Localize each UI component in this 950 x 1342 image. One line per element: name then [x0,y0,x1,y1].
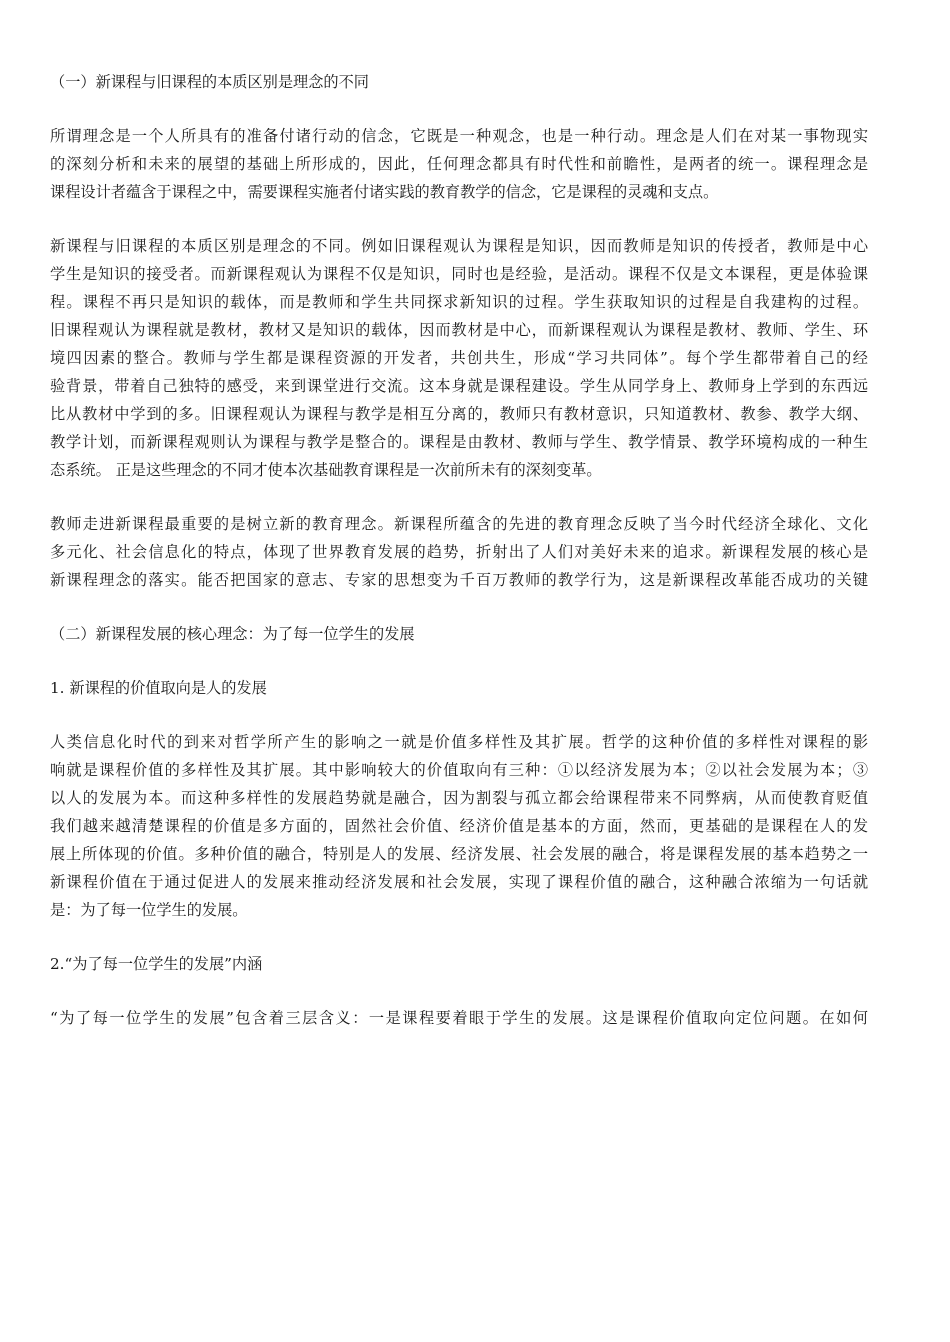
section-2-heading: （二）新课程发展的核心理念：为了每一位学生的发展 [50,625,415,643]
paragraph-old-vs-new [50,232,868,484]
text-line: 旧课程观认为课程就是教材，教材又是知识的载体，因而教材是中心，而新课程观认为课程是教材、教师、学生、环 [50,321,868,339]
subsection-1-heading: 1. 新课程的价值取向是人的发展 [50,679,267,697]
text-line: 验背景，带着自己独特的感受，来到课堂进行交流。这本身就是课程建设。学生从同学身上、教师身上学到的东西远 [50,377,868,395]
text-line: “为了每一位学生的发展”包含着三层含义：一是课程要着眼于学生的发展。这是课程价值取向定位问题。在如何 [50,1009,868,1027]
paragraph-meaning [50,1004,868,1032]
text-line: 新课程与旧课程的本质区别是理念的不同。例如旧课程观认为课程是知识，因而教师是知识的传授者，教师是中心 [50,237,868,255]
text-line: 人类信息化时代的到来对哲学所产生的影响之一就是价值多样性及其扩展。哲学的这种价值的多样性对课程的影 [50,733,868,751]
section-1-heading: （一）新课程与旧课程的本质区别是理念的不同 [50,73,369,91]
paragraph-theory-definition [50,122,868,206]
text-line: 新课程价值在于通过促进人的发展来推动经济发展和社会发展，实现了课程价值的融合，这种融合浓缩为一句话就 [50,873,868,891]
text-line: 的深刻分析和未来的展望的基础上所形成的，因此，任何理念都具有时代性和前瞻性，是两者的统一。课程理念是 [50,155,868,173]
text-line: 课程设计者蕴含于课程之中，需要课程实施者付诸实践的教育教学的信念，它是课程的灵魂和支点。 [50,183,719,201]
subsection-2-heading: 2.“为了每一位学生的发展”内涵 [50,955,263,973]
text-line: 以人的发展为本。而这种多样性的发展趋势就是融合，因为割裂与孤立都会给课程带来不同弊病，从而使教育贬值 [50,789,868,807]
text-line: 比从教材中学到的多。旧课程观认为课程与教学是相互分离的，教师只有教材意识，只知道教材、教参、教学大纲、 [50,405,868,423]
text-line: 响就是课程价值的多样性及其扩展。其中影响较大的价值取向有三种：①以经济发展为本；②以社会发展为本；③ [50,761,868,779]
text-line: 新课程理念的落实。能否把国家的意志、专家的思想变为千百万教师的教学行为，这是新课程改革能否成功的关键 [50,571,868,589]
text-line: 程。课程不再只是知识的载体，而是教师和学生共同探求新知识的过程。学生获取知识的过程是自我建构的过程。 [50,293,868,311]
text-line: 是：为了每一位学生的发展。 [50,901,248,919]
paragraph-teacher-concept [50,510,868,594]
document-page [50,68,868,1058]
text-line: 教学计划，而新课程观则认为课程与教学是整合的。课程是由教材、教师与学生、教学情景、教学环境构成的一种生 [50,433,868,451]
text-line: 境四因素的整合。教师与学生都是课程资源的开发者，共创共生，形成“学习共同体”。每个学生都带着自己的经 [50,349,868,367]
text-line: 学生是知识的接受者。而新课程观认为课程不仅是知识，同时也是经验，是活动。课程不仅是文本课程，更是体验课 [50,265,868,283]
text-line: 多元化、社会信息化的特点，体现了世界教育发展的趋势，折射出了人们对美好未来的追求。新课程发展的核心是 [50,543,868,561]
paragraph-value-orientation [50,728,868,924]
text-line: 展上所体现的价值。多种价值的融合，特别是人的发展、经济发展、社会发展的融合，将是课程发展的基本趋势之一 [50,845,868,863]
text-line: 教师走进新课程最重要的是树立新的教育理念。新课程所蕴含的先进的教育理念反映了当今时代经济全球化、文化 [50,515,868,533]
text-line: 态系统。 正是这些理念的不同才使本次基础教育课程是一次前所未有的深刻变革。 [50,461,602,479]
text-line: 我们越来越清楚课程的价值是多方面的，固然社会价值、经济价值是基本的方面，然而，更基础的是课程在人的发 [50,817,868,835]
text-line: 所谓理念是一个人所具有的准备付诸行动的信念，它既是一种观念，也是一种行动。理念是人们在对某一事物现实 [50,127,868,145]
